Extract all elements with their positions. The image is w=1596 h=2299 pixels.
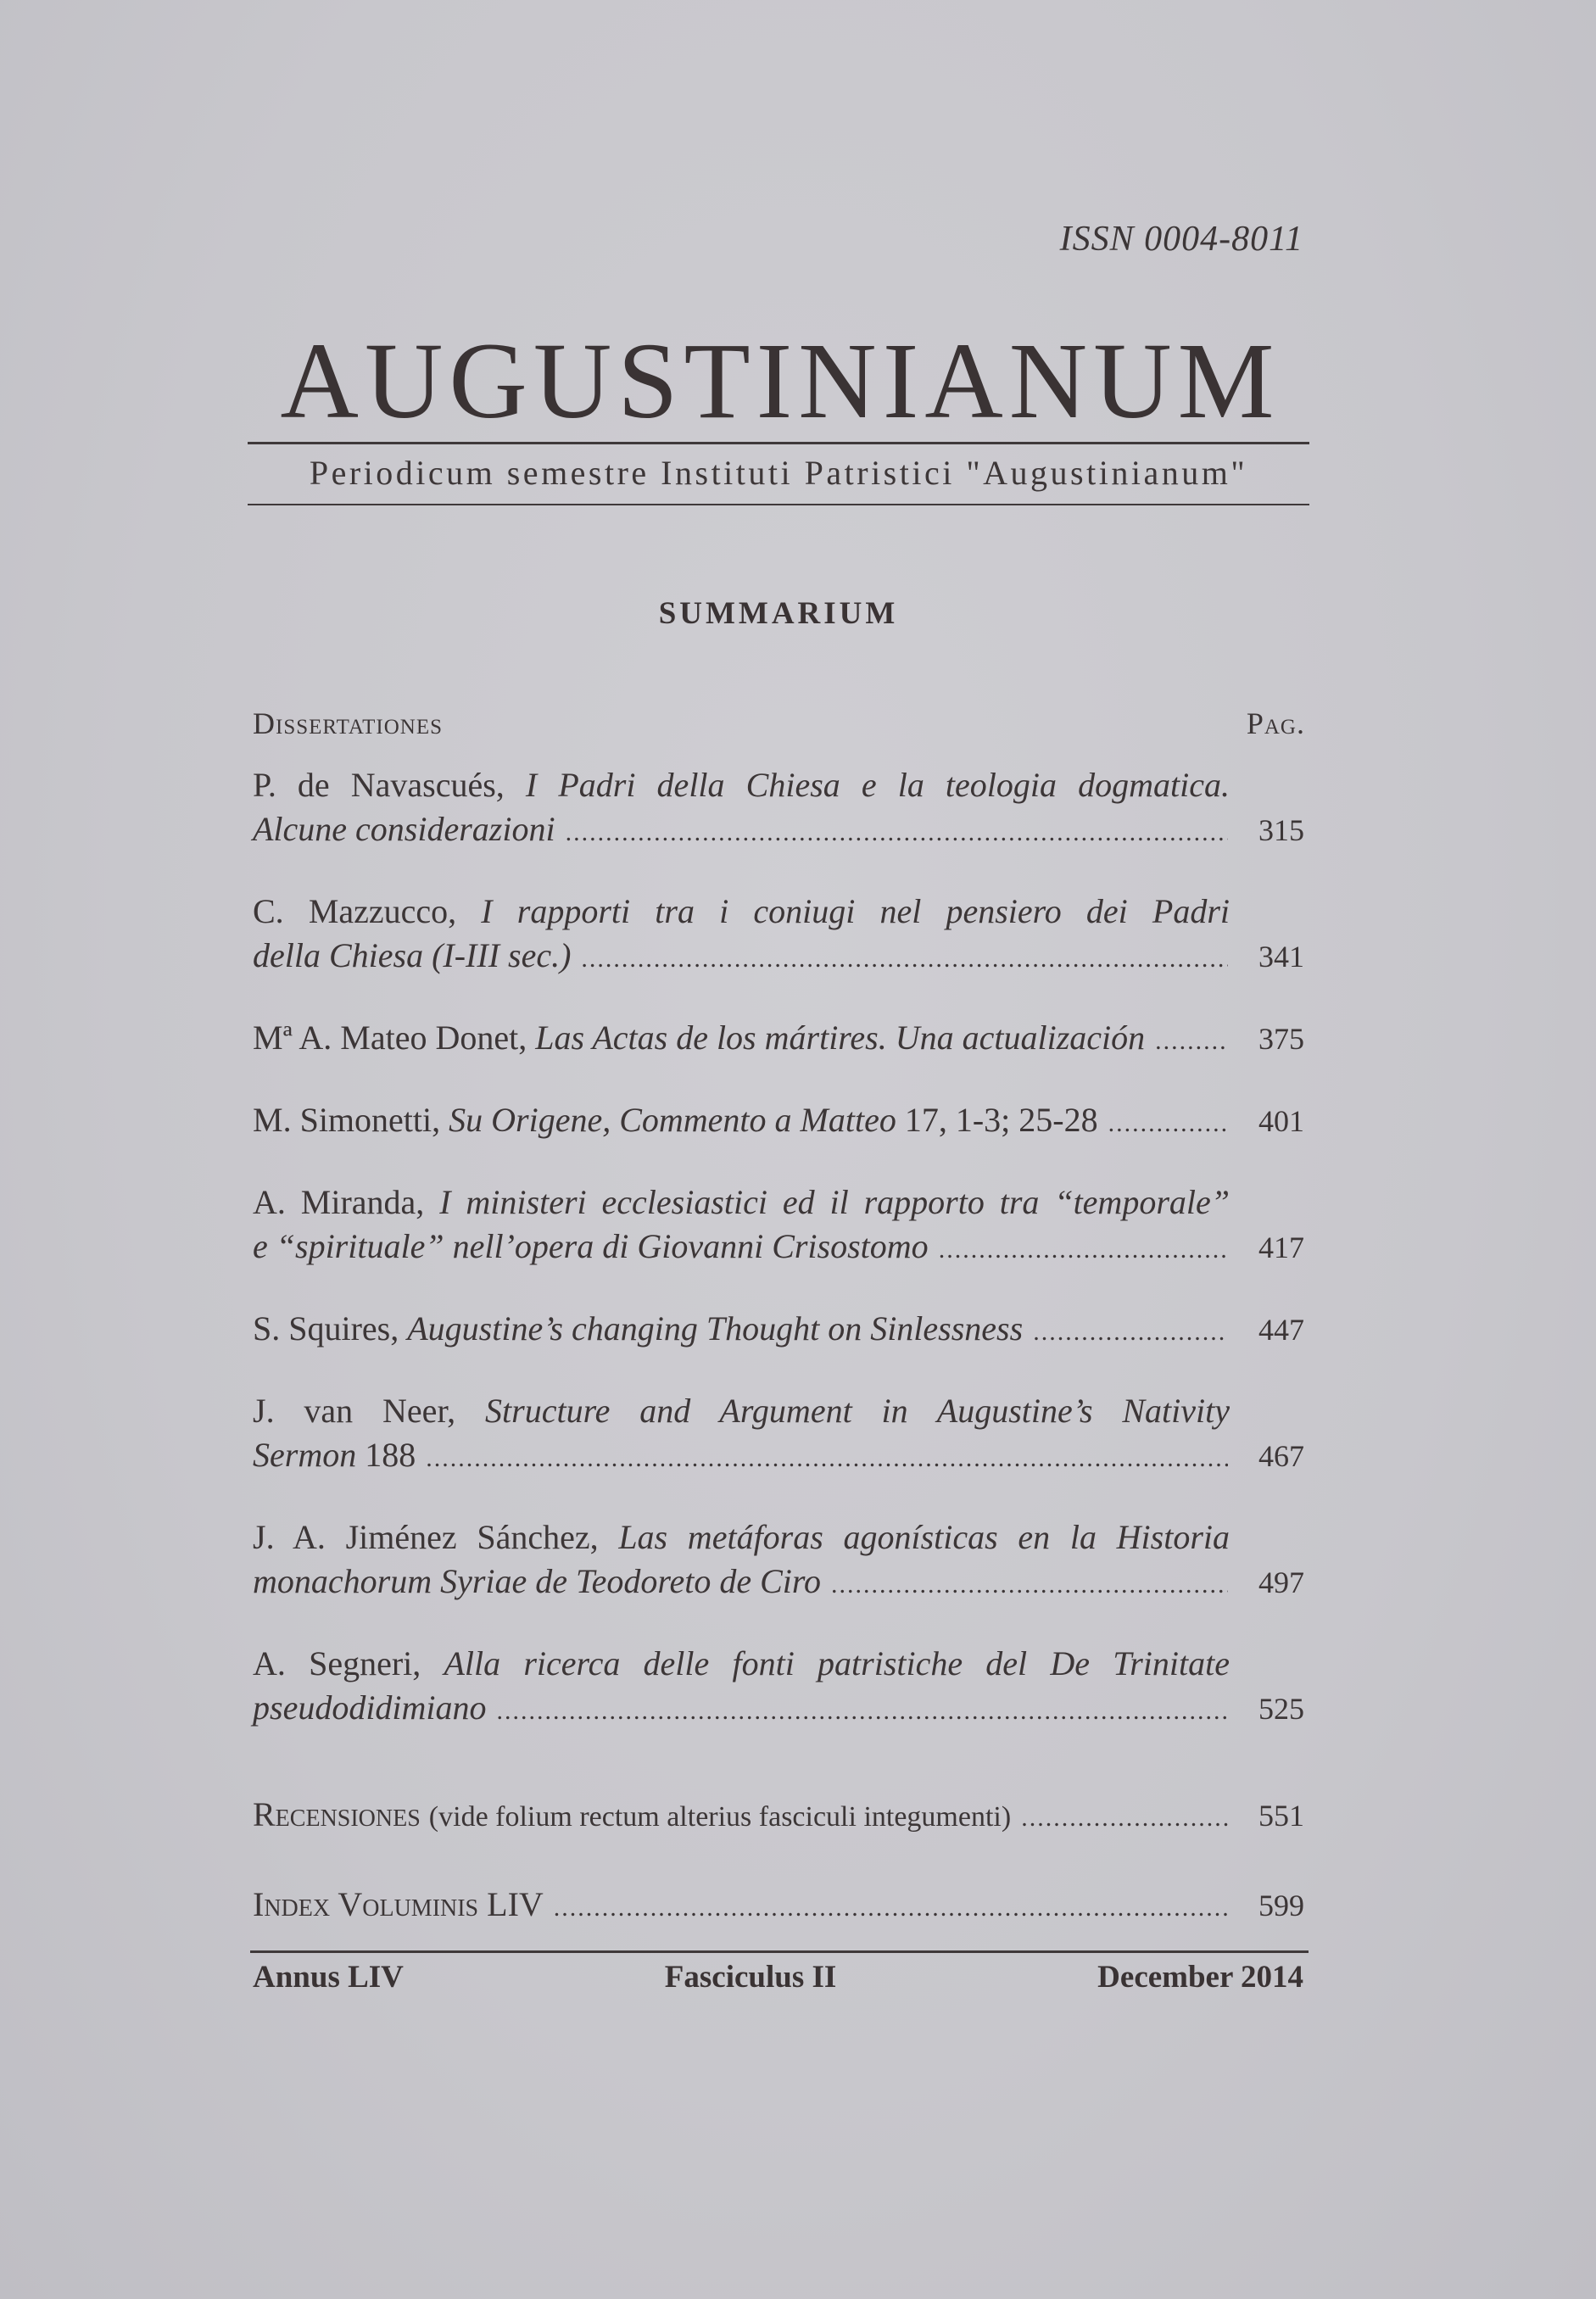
entry-title-continued: Sermon [253,1436,357,1474]
entry-page: 401 [1258,1104,1304,1138]
dot-leader [939,1228,1228,1272]
index-label: Index Voluminis LIV [253,1885,544,1923]
entry-title-reference: 17, 1-3; 25-28 [904,1101,1098,1139]
list-item [253,763,1304,855]
list-item [253,1016,1304,1063]
dot-leader [1108,1102,1228,1146]
entry-title-continued: Alcune considerazioni [253,810,555,848]
entry-author: C. Mazzucco, [253,892,457,930]
entry-author: J. van Neer, [253,1392,456,1430]
entry-title-continued: della Chiesa (I-III sec.) [253,936,572,974]
list-item [253,1307,1304,1354]
entry-page: 341 [1258,940,1304,974]
index-page: 599 [1258,1889,1304,1922]
entry-author: Mª A. Mateo Donet, [253,1018,527,1057]
entry-author: A. Miranda, [253,1183,425,1221]
entry-page: 467 [1258,1439,1304,1473]
section-label: Dissertationes [253,706,444,740]
journal-subtitle: Periodicum semestre Instituti Patristici "Augustinianum" [309,454,1248,492]
footer [253,1959,1303,1995]
entry-title: I rapporti tra i coniugi nel pensiero dei Padri [481,892,1230,930]
list-item [253,1389,1304,1481]
entry-title: Augustine’s changing Thought on Sinlessness [407,1309,1024,1348]
entry-author: P. de Navascués, [253,766,505,804]
entry-title: Las Actas de los mártires. Una actualización [535,1018,1146,1057]
summary-heading: SUMMARIUM [658,596,899,631]
contents-list [253,763,1304,1965]
journal-title: AUGUSTINIANUM [280,321,1281,441]
dot-leader [1021,1796,1228,1840]
entry-page: 417 [1258,1230,1304,1264]
entry-page: 315 [1258,813,1304,847]
issn: ISSN 0004-8011 [1059,220,1303,259]
dot-leader [426,1437,1228,1481]
entry-title: I Padri della Chiesa e la teologia dogmatica. [525,766,1230,804]
footer-rule [250,1950,1309,1953]
recensiones-label: Recensiones [253,1795,421,1833]
page-column-label: Pag. [1246,706,1305,740]
section-header [253,706,1305,741]
footer-annus: Annus LIV [253,1960,404,1995]
index-row [253,1883,1304,1930]
dot-leader [831,1563,1228,1607]
list-item [253,1180,1304,1272]
entry-title-continued: monachorum Syriae de Teodoreto de Ciro [253,1562,821,1600]
footer-date: December 2014 [1097,1960,1303,1995]
entry-title: Alla ricerca delle fonti patristiche del De Trinitate [444,1644,1230,1682]
entry-author: S. Squires, [253,1309,399,1348]
list-item [253,890,1304,981]
entry-title-continued: e “spirituale” nell’opera di Giovanni Crisostomo [253,1227,929,1265]
entry-title: Las metáforas agonísticas en la Historia [618,1518,1230,1556]
entry-page: 525 [1258,1692,1304,1726]
entry-title-continued: pseudodidimiano [253,1688,487,1727]
entry-author: M. Simonetti, [253,1101,441,1139]
entry-author: A. Segneri, [253,1644,421,1682]
recensiones-row [253,1793,1304,1840]
dot-leader [497,1689,1228,1733]
entry-page: 497 [1258,1565,1304,1599]
entry-page: 375 [1258,1022,1304,1056]
dot-leader [581,937,1228,981]
list-item [253,1515,1304,1607]
list-item [253,1098,1304,1146]
title-rule-bottom [248,504,1309,505]
recensiones-page: 551 [1258,1799,1304,1833]
entry-page: 447 [1258,1313,1304,1347]
entry-author: J. A. Jiménez Sánchez, [253,1518,599,1556]
recensiones-note: (vide folium rectum alterius fasciculi integumenti) [428,1801,1012,1833]
footer-fasciculus: Fasciculus II [664,1960,837,1995]
entry-title-reference: 188 [365,1436,416,1474]
entry-title: Structure and Argument in Augustine’s Nativity [485,1392,1230,1430]
entry-title: I ministeri ecclesiastici ed il rapporto tra “temporale” [439,1183,1230,1221]
dot-leader [1155,1019,1228,1063]
dot-leader [1033,1310,1228,1354]
title-rule-top [248,442,1309,444]
list-item [253,1642,1304,1733]
entry-title: Su Origene, Commento a Matteo [449,1101,896,1139]
dot-leader [566,811,1228,855]
dot-leader [554,1886,1228,1930]
